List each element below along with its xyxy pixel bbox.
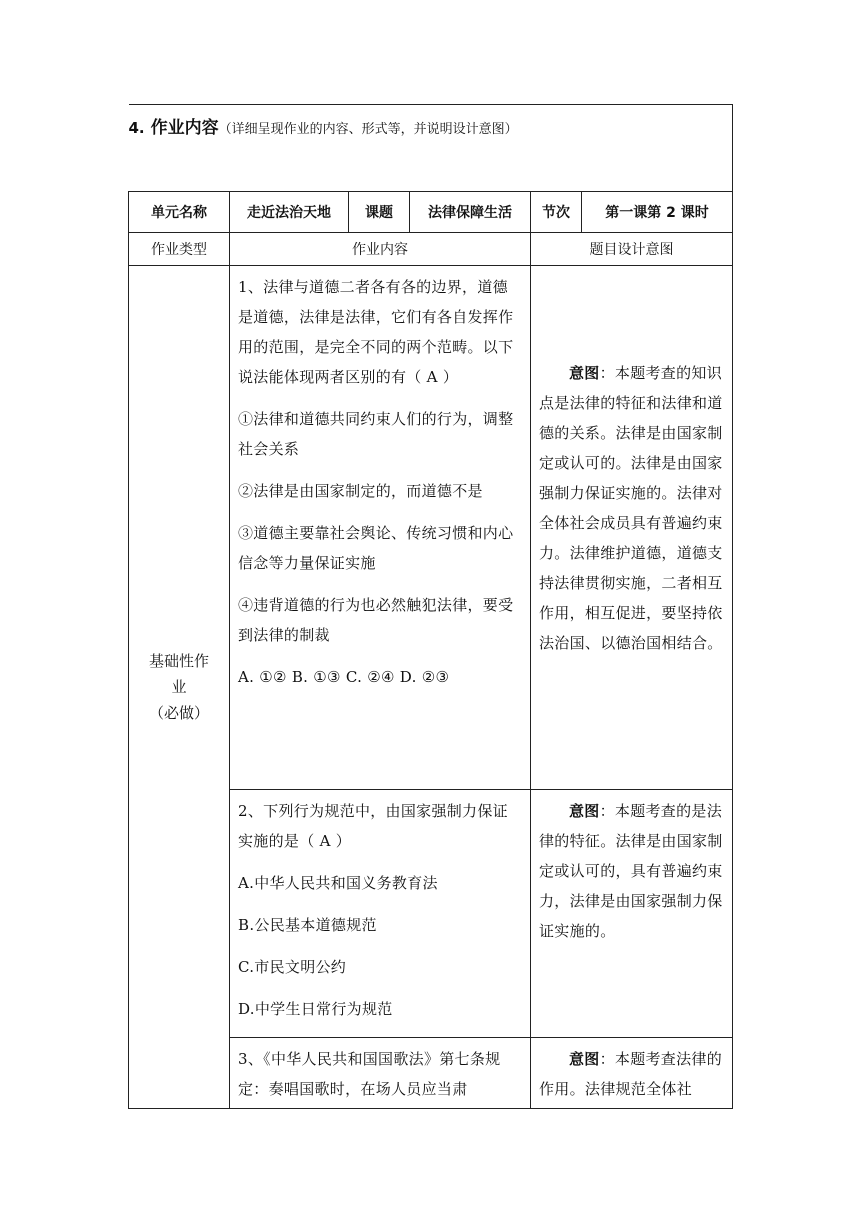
question-2-content bbox=[230, 790, 531, 1038]
question-1-intent-label: 意图 bbox=[569, 363, 600, 382]
homework-table-page bbox=[128, 104, 732, 1105]
question-1-item-4: ④违背道德的行为也必然触犯法律，要受到法律的制裁 bbox=[238, 596, 514, 644]
section-number: 4. bbox=[128, 119, 145, 137]
question-2-intent-label: 意图 bbox=[569, 802, 600, 820]
question-1-intent-text: ：本题考查的知识点是法律的特征和法律和道德的关系。法律是由国家制定或认可的。法律是由国家强制力保证实施的。法律对全体社会成员具有普遍约束力。法律维护道德，道德支持法律贯彻实施，二者相互作用，相互促进，要坚持依法治国、以德治国相结合。 bbox=[539, 363, 723, 652]
category-line-3: （必做） bbox=[148, 704, 209, 722]
unit-label: 单元名称 bbox=[129, 192, 230, 233]
category-line-2: 业 bbox=[171, 678, 187, 696]
question-3-intent-label: 意图 bbox=[569, 1050, 600, 1068]
question-2-option-c: C.市民文明公约 bbox=[238, 958, 347, 976]
question-2-intent-text: ：本题考查的是法律的特征。法律是由国家制定或认可的，具有普遍约束力，法律是由国家强制力保证实施的。 bbox=[539, 802, 723, 940]
question-3-intent bbox=[531, 1038, 733, 1109]
lesson-value: 法律保障生活 bbox=[410, 192, 531, 233]
section-value: 第一课第 2 课时 bbox=[582, 192, 733, 233]
question-1-item-1: ①法律和道德共同约束人们的行为，调整社会关系 bbox=[238, 410, 514, 458]
question-2-option-d: D.中学生日常行为规范 bbox=[238, 1000, 393, 1018]
section-label: 节次 bbox=[531, 192, 582, 233]
question-1-item-2: ②法律是由国家制定的，而道德不是 bbox=[238, 482, 483, 500]
header-cell bbox=[129, 105, 733, 192]
question-1-item-3: ③道德主要靠社会舆论、传统习惯和内心信念等力量保证实施 bbox=[238, 524, 514, 572]
section-title: 作业内容 bbox=[150, 118, 219, 138]
unit-value: 走近法治天地 bbox=[230, 192, 349, 233]
question-1-content bbox=[230, 266, 531, 790]
question-2-stem: 2、下列行为规范中，由国家强制力保证实施的是（ A ） bbox=[238, 802, 508, 850]
col-content-header: 作业内容 bbox=[230, 233, 531, 266]
meta-row bbox=[129, 192, 733, 233]
question-2-option-b: B.公民基本道德规范 bbox=[238, 916, 377, 934]
question-1-options: A. ①② B. ①③ C. ②④ D. ②③ bbox=[238, 668, 450, 686]
header-row bbox=[129, 105, 733, 192]
question-3-content bbox=[230, 1038, 531, 1109]
question-1-stem: 1、法律与道德二者各有各的边界，道德是道德，法律是法律，它们有各自发挥作用的范围，是完全不同的两个范畴。以下说法能体现两者区别的有（ A ） bbox=[238, 278, 514, 386]
category-cell bbox=[129, 266, 230, 1109]
question-2-intent bbox=[531, 790, 733, 1038]
question-1-intent bbox=[531, 266, 733, 790]
col-type-header: 作业类型 bbox=[129, 233, 230, 266]
category-line-1: 基础性作 bbox=[148, 652, 209, 670]
question-3-intent-text: ：本题考查法律的作用。法律规范全体社 bbox=[539, 1050, 723, 1098]
question-2-option-a: A.中华人民共和国义务教育法 bbox=[238, 874, 438, 892]
homework-table bbox=[128, 104, 733, 1109]
column-header-row bbox=[129, 233, 733, 266]
lesson-label: 课题 bbox=[349, 192, 410, 233]
col-intent-header: 题目设计意图 bbox=[531, 233, 733, 266]
section-note: （详细呈现作业的内容、形式等，并说明设计意图） bbox=[218, 122, 518, 137]
question-row-1 bbox=[129, 266, 733, 790]
question-3-stem: 3、《中华人民共和国国歌法》第七条规定：奏唱国歌时，在场人员应当肃 bbox=[238, 1050, 501, 1098]
